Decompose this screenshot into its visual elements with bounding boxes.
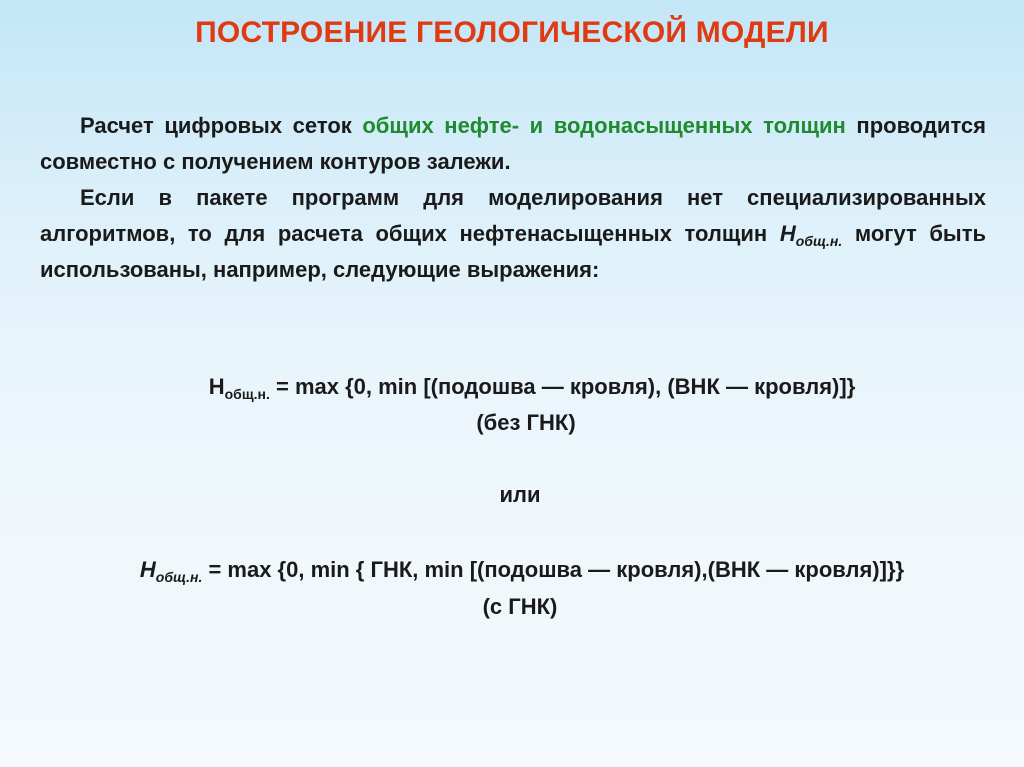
formula-symbol: [208, 374, 270, 402]
paragraph-algorithms: [40, 180, 986, 288]
separator-or: или: [499, 482, 541, 507]
formula-symbol: [139, 557, 203, 585]
formula-expression: = max {0, min { ГНК, min [(подошва — кровля),(ВНК — кровля)]}}: [202, 557, 905, 582]
paragraph-text: могут быть использованы, например, следующие выражения:: [40, 221, 987, 282]
symbol-letter: H: [208, 374, 225, 399]
formula-note-without-gnk: (без ГНК): [476, 410, 576, 435]
symbol-subscript: общ.н.: [155, 569, 203, 585]
paragraph-text: Расчет цифровых сеток: [80, 113, 363, 138]
slide-title: ПОСТРОЕНИЕ ГЕОЛОГИЧЕСКОЙ МОДЕЛИ: [195, 16, 829, 49]
highlighted-term: общих нефте- и водонасыщенных толщин: [362, 113, 846, 138]
paragraph-text: Если в пакете программ для моделирования нет специализированных алгоритмов, то для расчета общих нефтенасыщенных толщин: [40, 185, 986, 246]
paragraph-text: проводится совместно с получением контуров залежи.: [40, 113, 986, 174]
symbol-letter: H: [779, 221, 796, 246]
symbol-subscript: общ.н.: [795, 233, 843, 249]
thickness-symbol: [779, 221, 843, 249]
symbol-subscript: общ.н.: [224, 386, 270, 402]
formula-without-gnk: [20, 372, 1024, 402]
formula-with-gnk: [10, 555, 1024, 585]
formula-expression: = max {0, min [(подошва — кровля), (ВНК — кровля)]}: [269, 374, 856, 399]
paragraph-grids: [40, 108, 986, 180]
symbol-letter: H: [139, 557, 156, 582]
formula-note-with-gnk: (с ГНК): [482, 594, 558, 619]
